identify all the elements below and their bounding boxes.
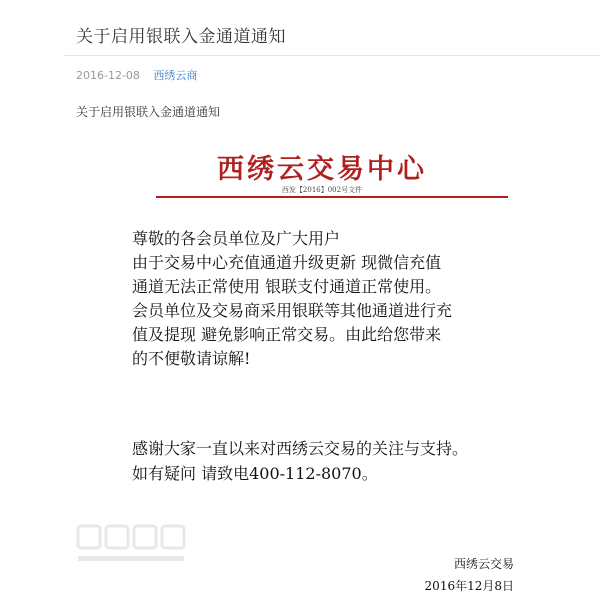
notice-line: 尊敬的各会员单位及广大用户 <box>132 229 341 248</box>
document-number: 西发【2016】002号文件 <box>281 186 363 194</box>
notice-signature <box>425 553 514 597</box>
signature-org: 西绣云交易 <box>453 557 514 571</box>
notice-line: 值及提现 避免影响正常交易。由此给您带来 <box>132 325 442 344</box>
notice-line: 由于交易中心充值通道升级更新 现微信充值 <box>132 253 442 272</box>
watermark-logo-icon <box>74 520 194 570</box>
notice-line: 会员单位及交易商采用银联等其他通道进行充 <box>132 301 453 320</box>
thanks-line: 如有疑问 请致电400-112-8070。 <box>132 464 378 483</box>
article-subtitle: 关于启用银联入金通道通知 <box>76 105 221 119</box>
notice-line: 的不便敬请谅解! <box>132 349 251 368</box>
letterhead-divider <box>156 196 508 198</box>
signature-date: 2016年12月8日 <box>424 579 514 593</box>
publish-date: 2016-12-08 <box>76 69 140 82</box>
title-divider <box>64 55 600 56</box>
notice-line: 通道无法正常使用 银联支付通道正常使用。 <box>132 277 442 296</box>
page-title: 关于启用银联入金通道通知 <box>76 27 286 47</box>
notice-letterhead: 西绣云交易中心 <box>217 154 427 185</box>
source-link[interactable]: 西绣云商 <box>153 69 198 82</box>
article-meta <box>76 67 197 83</box>
notice-body <box>132 227 522 371</box>
thanks-line: 感谢大家一直以来对西绣云交易的关注与支持。 <box>132 439 469 458</box>
notice-thanks <box>132 436 522 486</box>
